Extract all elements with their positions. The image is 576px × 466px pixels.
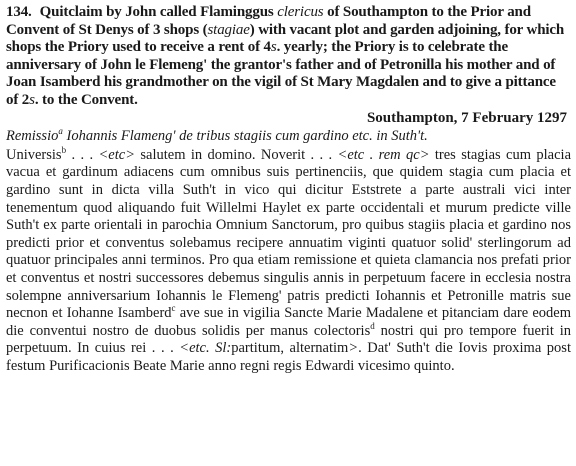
footnote-marker: b [61,144,67,155]
heading-text: ) with vacant plot and garden adjoining, for which shops the Priory used to receive a rent of 4 [6,21,565,56]
heading-text: of Southampton to the Prior and Convent of St Denys of 3 shops ( [6,4,531,38]
heading-italic-shilling: s [270,39,277,56]
body-text: salutem in domino. Noverit . . . [135,146,338,163]
body-text: nostri qui pro tempore fuerit in perpetuum. In cuius rei . . . [6,322,571,357]
entry-number: 134. [6,4,32,20]
editorial-note: <etc . rem qc> [337,146,430,163]
heading-italic-stagiae: stagiae [207,21,250,38]
latin-title [6,128,571,146]
body-text: Universis [6,146,62,163]
heading-text: . yearly; the Priory is to celebrate the anniversary of John le Flemeng' the grantor's father and of Petronilla his mother and of Joan Isamberd his grandmother on the vigil of St Mary Magdalen and to give a pittance of 2 [6,39,556,108]
heading-text: . to the Convent. [34,91,138,108]
footnote-marker: c [171,303,176,314]
title-text: Remissio [6,128,59,145]
editorial-note: > [348,340,359,357]
latin-body [6,144,572,376]
body-text: tres stagias cum placia vacua et gardinum adiacens cum omnibus suis pertinenciis, que quidem stagia cum placia et gardino sunt in dicta villa Suth't in vico qui dicitur Eststrete a parte australi vici inter tenementum quod aliquando fuit Willelmi Haylet ex parte occidentali et murum predicte ville Suth't ex parte orientali in parochia Omnium Sanctorum, pro quibus stagiis placia et gardino nos predicti prior et conventus solebamus recipere annuatim viginti quatuor solid' sterlingorum ad quatuor principales anni terminos. Pro qua etiam remissione et quieta clamancia nos prefati prior et conventus et nostri successores debemus singulis annis in perpetuum facere in ecclesia nostra solempne anniversarium Iohannis le Flemeng' patris predicti Iohannis et Petronille matris sue necnon et Iohanne Isamberd [6,146,572,322]
body-text: . Dat' Suth't die Iovis proxima post festum Purificacionis Beate Marie anno regni regis Edwardi vicesimo quinto. [6,340,571,374]
body-text: . . . [66,146,99,163]
heading-text: Quitclaim by John called Flaminggus [39,4,278,20]
footnote-marker: d [370,320,375,331]
title-text: Iohannis Flameng' de tribus stagiis cum gardino etc. in Suth't. [62,128,428,145]
editorial-note: <etc. Sl: [179,340,232,357]
footnote-marker: a [58,126,63,137]
body-text: partitum, alternatim [231,340,349,357]
document-page [6,4,571,375]
body-text: ave sue in vigilia Sancte Marie Madalene et pitanciam dare eodem die conventui nostro de duobus solidis per manus colectoris [6,305,571,339]
heading-italic-shilling: s [29,91,35,108]
entry-heading [6,4,571,110]
place-date: Southampton, 7 February 1297 [366,109,567,126]
heading-italic-clericus: clericus [277,4,324,20]
editorial-note: <etc> [98,146,135,163]
